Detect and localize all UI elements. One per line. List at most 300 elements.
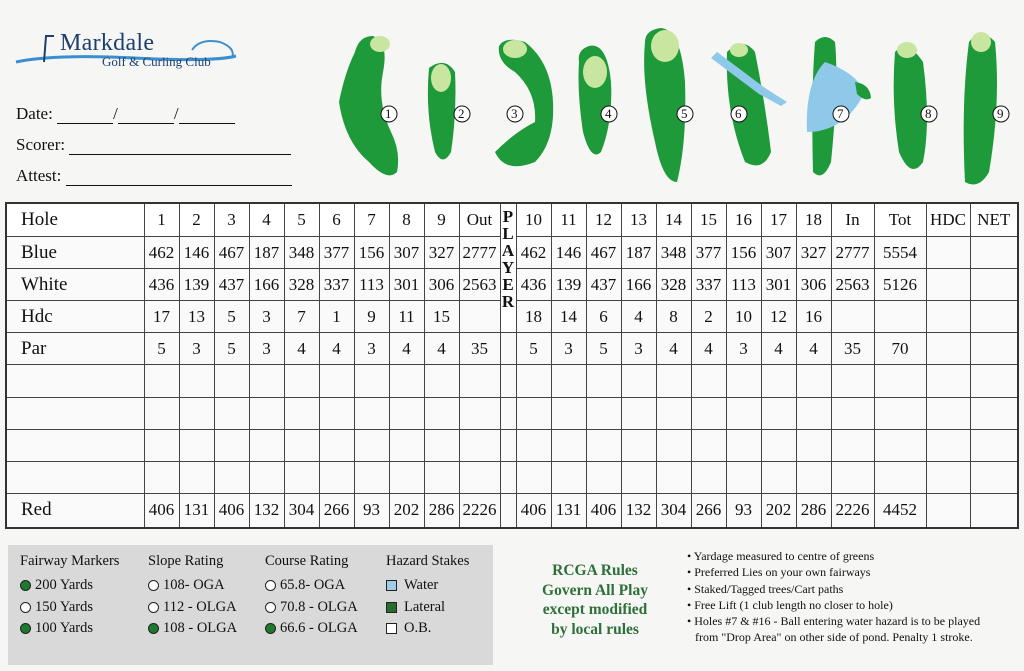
hole-6-diagram [711,43,787,165]
score-cell: 3 [179,333,214,365]
hole-4-diagram [579,46,612,155]
score-cell: 4 [284,333,319,365]
score-cell[interactable] [656,397,691,429]
score-cell[interactable] [144,429,179,461]
out-cell[interactable] [459,461,500,493]
out-cell[interactable] [459,365,500,397]
score-cell[interactable] [319,429,354,461]
score-cell: 113 [726,269,761,301]
hole-number-header: 18 [796,203,831,237]
score-cell: 93 [354,493,389,528]
hole-number: 6 [735,106,742,121]
score-cell[interactable] [621,461,656,493]
score-cell: 131 [179,493,214,528]
score-cell: 462 [516,237,551,269]
score-cell[interactable] [796,397,831,429]
score-row [6,365,1018,397]
hole-number: 7 [837,106,844,121]
white-dot-icon [148,602,159,613]
hdc-cell[interactable] [926,493,970,528]
score-cell[interactable] [389,429,424,461]
score-cell: 4 [761,333,796,365]
hole-number-header: 3 [214,203,249,237]
scorecard-table [5,202,1019,529]
score-cell: 187 [249,237,284,269]
score-cell[interactable] [726,397,761,429]
score-cell: 139 [179,269,214,301]
score-cell: 132 [621,493,656,528]
green-dot-icon [20,623,31,634]
legend-panel [8,545,493,665]
score-cell: 301 [389,269,424,301]
player-cell[interactable] [500,365,516,397]
green-dot-icon [265,623,276,634]
hole-number-header: 8 [389,203,424,237]
score-cell[interactable] [586,429,621,461]
score-cell: 436 [516,269,551,301]
tot-cell[interactable] [874,365,926,397]
score-cell: 7 [284,301,319,333]
score-cell[interactable] [179,461,214,493]
score-cell: 467 [214,237,249,269]
club-subtitle: Golf & Curling Club [102,54,211,69]
score-cell[interactable] [389,365,424,397]
score-cell[interactable] [144,397,179,429]
hdc-cell[interactable] [926,397,970,429]
score-cell[interactable] [214,461,249,493]
hdc-cell[interactable] [926,461,970,493]
score-cell[interactable] [551,461,586,493]
hole-8-diagram [894,42,927,169]
hazard-stakes-legend: Hazard Stakes Water Lateral O.B. [386,553,470,637]
out-cell[interactable] [459,397,500,429]
score-cell[interactable] [249,429,284,461]
score-cell[interactable] [656,429,691,461]
score-cell[interactable] [761,365,796,397]
score-cell: 15 [424,301,459,333]
score-cell: 307 [761,237,796,269]
score-cell: 146 [179,237,214,269]
out-cell: 2226 [459,493,500,528]
attest-label: Attest: [16,166,62,185]
scorer-field[interactable] [16,135,291,155]
in-header: In [831,203,874,237]
score-cell: 328 [284,269,319,301]
in-cell[interactable] [831,301,874,333]
score-cell: 139 [551,269,586,301]
score-cell[interactable] [726,365,761,397]
score-cell[interactable] [586,397,621,429]
score-cell[interactable] [551,365,586,397]
score-cell[interactable] [424,365,459,397]
score-cell[interactable] [516,461,551,493]
score-cell[interactable] [796,429,831,461]
hole-number: 4 [605,106,612,121]
tot-cell: 5554 [874,237,926,269]
score-cell: 377 [319,237,354,269]
score-cell: 3 [621,333,656,365]
score-cell: 202 [761,493,796,528]
row-label[interactable] [6,429,144,461]
score-cell: 12 [761,301,796,333]
score-cell: 337 [319,269,354,301]
score-cell: 4 [319,333,354,365]
score-cell: 4 [796,333,831,365]
score-cell[interactable] [796,365,831,397]
net-cell[interactable] [970,269,1018,301]
rule-item: • Yardage measured to centre of greens [687,549,875,563]
hole-diagrams [325,22,1024,192]
score-cell: 467 [586,237,621,269]
score-cell[interactable] [726,429,761,461]
score-cell: 4 [621,301,656,333]
score-cell[interactable] [551,397,586,429]
in-cell[interactable] [831,429,874,461]
score-cell[interactable] [214,365,249,397]
score-cell[interactable] [621,365,656,397]
score-cell: 406 [516,493,551,528]
row-label[interactable] [6,365,144,397]
hole-number: 5 [681,106,688,121]
score-cell: 113 [354,269,389,301]
score-cell[interactable] [761,461,796,493]
score-cell[interactable] [354,461,389,493]
score-cell[interactable] [516,365,551,397]
hole-number-header: 1 [144,203,179,237]
hole-number-header: 14 [656,203,691,237]
score-cell[interactable] [691,365,726,397]
score-cell: 304 [656,493,691,528]
score-cell[interactable] [179,429,214,461]
local-rules [687,548,1022,646]
tot-cell[interactable] [874,461,926,493]
score-cell: 5 [516,333,551,365]
score-cell[interactable] [354,429,389,461]
score-cell: 18 [516,301,551,333]
score-cell[interactable] [551,429,586,461]
net-cell[interactable] [970,301,1018,333]
player-cell[interactable] [500,429,516,461]
score-cell[interactable] [656,365,691,397]
score-cell: 166 [249,269,284,301]
out-cell: 35 [459,333,500,365]
player-cell[interactable] [500,493,516,528]
hdc-cell[interactable] [926,365,970,397]
row-label: White [6,269,144,301]
out-cell[interactable] [459,301,500,333]
score-cell: 11 [389,301,424,333]
score-cell: 4 [691,333,726,365]
score-cell: 6 [586,301,621,333]
score-cell: 377 [691,237,726,269]
score-cell[interactable] [284,365,319,397]
tot-cell: 5126 [874,269,926,301]
hole-number-header: 16 [726,203,761,237]
out-cell: 2563 [459,269,500,301]
hole-number: 2 [458,106,465,121]
score-cell: 3 [726,333,761,365]
out-cell: 2777 [459,237,500,269]
score-row [6,429,1018,461]
white-dot-icon [148,580,159,591]
net-cell[interactable] [970,461,1018,493]
score-cell: 436 [144,269,179,301]
score-cell: 5 [144,333,179,365]
score-cell[interactable] [179,397,214,429]
score-cell: 307 [389,237,424,269]
score-cell[interactable] [761,429,796,461]
scorer-label: Scorer: [16,135,66,154]
hole-5-diagram [644,28,685,182]
row-label: Blue [6,237,144,269]
water-swatch-icon [386,580,397,591]
score-cell: 306 [796,269,831,301]
attest-field[interactable] [16,166,292,186]
score-cell[interactable] [691,461,726,493]
in-cell: 2563 [831,269,874,301]
rule-item: • Preferred Lies on your own fairways [687,565,871,580]
net-cell[interactable] [970,429,1018,461]
hdc-cell[interactable] [926,269,970,301]
score-cell: 348 [656,237,691,269]
net-cell[interactable] [970,493,1018,528]
score-cell[interactable] [621,429,656,461]
score-cell: 348 [284,237,319,269]
hole-number-header: 4 [249,203,284,237]
score-cell: 5 [214,301,249,333]
lateral-swatch-icon [386,602,397,613]
score-cell[interactable] [586,461,621,493]
score-cell: 5 [586,333,621,365]
green-dot-icon [20,580,31,591]
in-cell: 2777 [831,237,874,269]
hdc-cell[interactable] [926,429,970,461]
ob-swatch-icon [386,623,397,634]
tot-cell[interactable] [874,397,926,429]
hole-number-header: 5 [284,203,319,237]
score-cell: 286 [424,493,459,528]
score-cell: 3 [354,333,389,365]
white-dot-icon [265,580,276,591]
score-cell: 4 [424,333,459,365]
score-cell[interactable] [424,429,459,461]
score-cell: 8 [656,301,691,333]
score-row [6,493,1018,528]
score-row [6,461,1018,493]
net-cell[interactable] [970,365,1018,397]
net-cell[interactable] [970,237,1018,269]
score-cell[interactable] [179,365,214,397]
hole-number-header: 13 [621,203,656,237]
score-cell[interactable] [284,397,319,429]
score-cell: 14 [551,301,586,333]
score-cell: 5 [214,333,249,365]
score-cell[interactable] [319,397,354,429]
score-cell: 301 [761,269,796,301]
net-header: NET [970,203,1018,237]
white-dot-icon [265,602,276,613]
hole-number-header: 2 [179,203,214,237]
hole-number-header: 7 [354,203,389,237]
score-cell[interactable] [319,365,354,397]
score-cell: 327 [424,237,459,269]
row-label: Hdc [6,301,144,333]
score-cell: 9 [354,301,389,333]
score-cell[interactable] [249,365,284,397]
hole-header: Hole [6,203,144,237]
score-cell: 266 [319,493,354,528]
score-cell: 1 [319,301,354,333]
row-label[interactable] [6,461,144,493]
score-cell: 327 [796,237,831,269]
tot-cell[interactable] [874,301,926,333]
in-cell: 35 [831,333,874,365]
score-cell: 3 [551,333,586,365]
player-column: P L A Y E R [500,203,516,333]
score-cell[interactable] [354,365,389,397]
score-cell[interactable] [621,397,656,429]
rule-item: • Staked/Tagged trees/Cart paths [687,581,844,596]
in-cell[interactable] [831,461,874,493]
score-cell: 2 [691,301,726,333]
score-cell[interactable] [691,429,726,461]
score-cell[interactable] [726,461,761,493]
player-cell[interactable] [500,333,516,365]
score-cell: 146 [551,237,586,269]
score-cell[interactable] [516,429,551,461]
date-label: Date: [16,104,53,123]
score-cell: 406 [144,493,179,528]
score-cell[interactable] [144,461,179,493]
score-cell[interactable] [249,461,284,493]
score-cell: 328 [656,269,691,301]
hole-number-header: 6 [319,203,354,237]
score-cell[interactable] [761,397,796,429]
out-cell[interactable] [459,429,500,461]
score-cell[interactable] [354,397,389,429]
score-cell: 3 [249,333,284,365]
tot-cell: 70 [874,333,926,365]
out-header: Out [459,203,500,237]
score-cell: 337 [691,269,726,301]
player-cell[interactable] [500,397,516,429]
score-cell: 202 [389,493,424,528]
score-cell[interactable] [516,397,551,429]
score-cell[interactable] [389,397,424,429]
score-cell: 462 [144,237,179,269]
score-cell[interactable] [284,429,319,461]
score-cell[interactable] [389,461,424,493]
hdc-cell[interactable] [926,237,970,269]
hole-number-header: 10 [516,203,551,237]
score-cell[interactable] [586,365,621,397]
hdc-cell[interactable] [926,301,970,333]
row-label: Par [6,333,144,365]
fairway-markers-legend: Fairway Markers 200 Yards 150 Yards 100 Yards [20,553,120,637]
score-cell: 406 [214,493,249,528]
score-cell: 266 [691,493,726,528]
score-cell: 4 [656,333,691,365]
net-cell[interactable] [970,397,1018,429]
hole-2-diagram [428,63,456,160]
in-cell[interactable] [831,397,874,429]
score-cell[interactable] [144,365,179,397]
score-cell[interactable] [249,397,284,429]
score-cell: 406 [586,493,621,528]
score-cell: 4 [389,333,424,365]
row-label[interactable] [6,397,144,429]
score-cell: 93 [726,493,761,528]
hole-number-header: 11 [551,203,586,237]
score-cell[interactable] [284,461,319,493]
score-cell: 156 [354,237,389,269]
player-cell[interactable] [500,461,516,493]
hole-number: 9 [997,106,1004,121]
score-cell[interactable] [424,461,459,493]
net-cell[interactable] [970,333,1018,365]
hole-number-header: 12 [586,203,621,237]
hole-number-header: 15 [691,203,726,237]
score-cell[interactable] [214,397,249,429]
in-cell[interactable] [831,365,874,397]
rcga-notice: RCGA Rules Govern All Play except modified by local rules [542,562,648,638]
score-cell: 166 [621,269,656,301]
score-cell[interactable] [656,461,691,493]
hole-3-diagram [495,40,553,166]
score-cell: 286 [796,493,831,528]
hole-number-header: 17 [761,203,796,237]
score-cell[interactable] [214,429,249,461]
green-dot-icon [148,623,159,634]
hole-number: 1 [385,106,392,121]
score-cell: 10 [726,301,761,333]
hole-number: 3 [511,106,518,121]
score-cell: 187 [621,237,656,269]
hole-9-diagram [964,32,997,184]
score-cell: 16 [796,301,831,333]
score-cell[interactable] [319,461,354,493]
score-cell[interactable] [796,461,831,493]
score-cell[interactable] [424,397,459,429]
row-label: Red [6,493,144,528]
course-rating-legend: Course Rating 65.8- OGA 70.8 - OLGA 66.6 - OLGA [265,553,358,637]
rule-item: • Holes #7 & #16 - Ball entering water hazard is to be played [687,614,981,629]
score-cell: 132 [249,493,284,528]
club-logo [14,28,244,76]
score-cell: 131 [551,493,586,528]
in-cell: 2226 [831,493,874,528]
score-cell: 13 [179,301,214,333]
score-row [6,333,1018,365]
score-cell: 304 [284,493,319,528]
score-cell: 156 [726,237,761,269]
score-cell[interactable] [691,397,726,429]
score-cell: 437 [214,269,249,301]
white-dot-icon [20,602,31,613]
hole-number-header: 9 [424,203,459,237]
hdc-cell[interactable] [926,333,970,365]
score-row [6,397,1018,429]
rule-item: from "Drop Area" on other side of pond. Penalty 1 stroke. [695,630,973,645]
score-cell: 437 [586,269,621,301]
tot-cell[interactable] [874,429,926,461]
hdc-header: HDC [926,203,970,237]
club-name: Markdale [60,30,155,56]
slope-rating-legend: Slope Rating 108- OGA 112 - OLGA 108 - OLGA [148,553,238,637]
score-cell: 306 [424,269,459,301]
date-field[interactable]: Date: / / [16,104,235,124]
tot-header: Tot [874,203,926,237]
